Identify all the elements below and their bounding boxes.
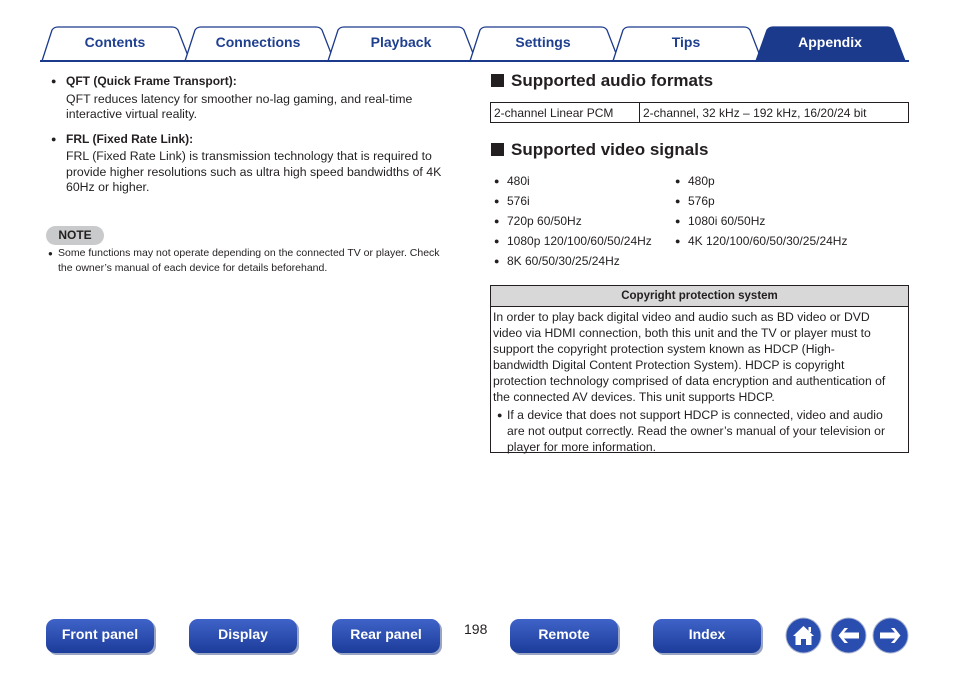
bullet-icon: ●: [675, 196, 681, 206]
copyright-bullet-line: are not output correctly. Read the owner’s manual of your television or: [507, 424, 886, 438]
list-item: [675, 171, 847, 191]
arrow-left-icon[interactable]: [830, 617, 867, 654]
display-button[interactable]: Display: [189, 619, 297, 653]
qft-heading-item: [46, 74, 466, 90]
copyright-text-line: protection technology comprised of data encryption and authentication of: [493, 374, 886, 388]
audio-formats-table: [490, 102, 909, 123]
tab-divider: [40, 60, 909, 62]
audio-spec-cell: 2-channel, 32 kHz – 192 kHz, 16/20/24 bit: [640, 103, 909, 123]
bullet-icon: ●: [51, 133, 57, 144]
bullet-icon: ●: [675, 236, 681, 246]
copyright-text-line: In order to play back digital video and audio such as BD video or DVD: [493, 310, 870, 324]
tab-settings[interactable]: Settings: [515, 34, 571, 50]
frl-text-line: FRL (Fixed Rate Link) is transmission technology that is required to: [66, 149, 432, 163]
copyright-text-line: the connected AV devices. This unit supports HDCP.: [493, 390, 775, 404]
copyright-box: [490, 285, 909, 453]
table-row: [491, 103, 909, 123]
tab-appendix[interactable]: Appendix: [798, 34, 862, 50]
video-section-title: [491, 140, 708, 160]
list-item: [494, 191, 652, 211]
bullet-icon: ●: [675, 176, 681, 186]
video-signal: 4K 120/100/60/50/30/25/24Hz: [688, 234, 848, 248]
video-signal: 576p: [688, 194, 715, 208]
copyright-text-line: bandwidth Digital Content Protection System). HDCP is copyright: [493, 358, 845, 372]
bullet-icon: ●: [494, 216, 500, 226]
list-item: [675, 191, 847, 211]
bullet-icon: ●: [675, 216, 681, 226]
frl-description: [46, 149, 466, 196]
video-title-text: Supported video signals: [511, 140, 709, 159]
rear-panel-button[interactable]: Rear panel: [332, 619, 440, 653]
tab-playback[interactable]: Playback: [370, 34, 432, 50]
list-item: [494, 251, 652, 271]
list-item: [675, 231, 847, 251]
list-item: [494, 231, 652, 251]
copyright-text-line: support the copyright protection system known as HDCP (High-: [493, 342, 835, 356]
copyright-heading: Copyright protection system: [491, 286, 908, 307]
video-signal: 1080i 60/50Hz: [688, 214, 766, 228]
remote-button[interactable]: Remote: [510, 619, 618, 653]
bullet-icon: ●: [51, 76, 57, 86]
video-list-col1: [494, 171, 652, 271]
audio-title-text: Supported audio formats: [511, 71, 714, 90]
copyright-text-line: video via HDMI connection, both this unit and the TV or player must to: [493, 326, 871, 340]
copyright-bullet: [493, 407, 904, 455]
list-item: [494, 171, 652, 191]
page-number: 198: [464, 621, 488, 637]
bullet-icon: ●: [494, 196, 500, 206]
bullet-icon: ●: [494, 256, 500, 266]
audio-section-title: [491, 71, 713, 91]
video-list-col2: [675, 171, 847, 251]
copyright-bullet-line: player for more information.: [507, 440, 657, 454]
note-text-line: Some functions may not operate depending on the connected TV or player. Check: [58, 247, 440, 259]
video-signal: 480p: [688, 174, 715, 188]
arrow-right-icon[interactable]: [872, 617, 909, 654]
left-column: [46, 74, 466, 196]
note-text-line: the owner’s manual of each device for details beforehand.: [58, 262, 328, 274]
qft-text-line: QFT reduces latency for smoother no-lag gaming, and real-time: [66, 91, 413, 106]
video-signal: 480i: [507, 174, 530, 188]
tab-bar: [0, 0, 954, 64]
video-signal: 8K 60/50/30/25/24Hz: [507, 254, 620, 268]
tab-connections[interactable]: Connections: [215, 34, 301, 50]
tab-shapes: [0, 0, 954, 64]
qft-text-line: interactive virtual reality.: [66, 107, 197, 121]
copyright-body: [491, 307, 908, 455]
qft-description: [46, 92, 466, 123]
copyright-bullet-line: If a device that does not support HDCP is connected, video and audio: [507, 408, 883, 422]
bullet-icon: ●: [497, 410, 503, 420]
list-item: [494, 211, 652, 231]
bullet-icon: ●: [494, 176, 500, 186]
tab-tips[interactable]: Tips: [671, 34, 701, 50]
video-signal: 1080p 120/100/60/50/24Hz: [507, 234, 652, 248]
video-signal: 576i: [507, 194, 530, 208]
bullet-icon: ●: [494, 236, 500, 246]
bullet-icon: ●: [48, 249, 53, 258]
list-item: [675, 211, 847, 231]
index-button[interactable]: Index: [653, 619, 761, 653]
frl-text-line: provide higher resolutions such as ultra high speed bandwidths of 4K: [66, 164, 442, 179]
frl-text-line: 60Hz or higher.: [66, 180, 150, 194]
square-bullet-icon: [491, 74, 504, 87]
frl-heading-item: [46, 132, 466, 148]
qft-heading: QFT (Quick Frame Transport):: [66, 74, 237, 88]
square-bullet-icon: [491, 143, 504, 156]
note-badge: NOTE: [46, 226, 104, 245]
frl-heading: FRL (Fixed Rate Link):: [66, 131, 194, 146]
home-icon[interactable]: [785, 617, 822, 654]
audio-format-cell: 2-channel Linear PCM: [491, 103, 640, 123]
video-signal: 720p 60/50Hz: [507, 214, 582, 228]
tab-contents[interactable]: Contents: [84, 34, 146, 50]
front-panel-button[interactable]: Front panel: [46, 619, 154, 653]
note-item: [46, 246, 466, 276]
